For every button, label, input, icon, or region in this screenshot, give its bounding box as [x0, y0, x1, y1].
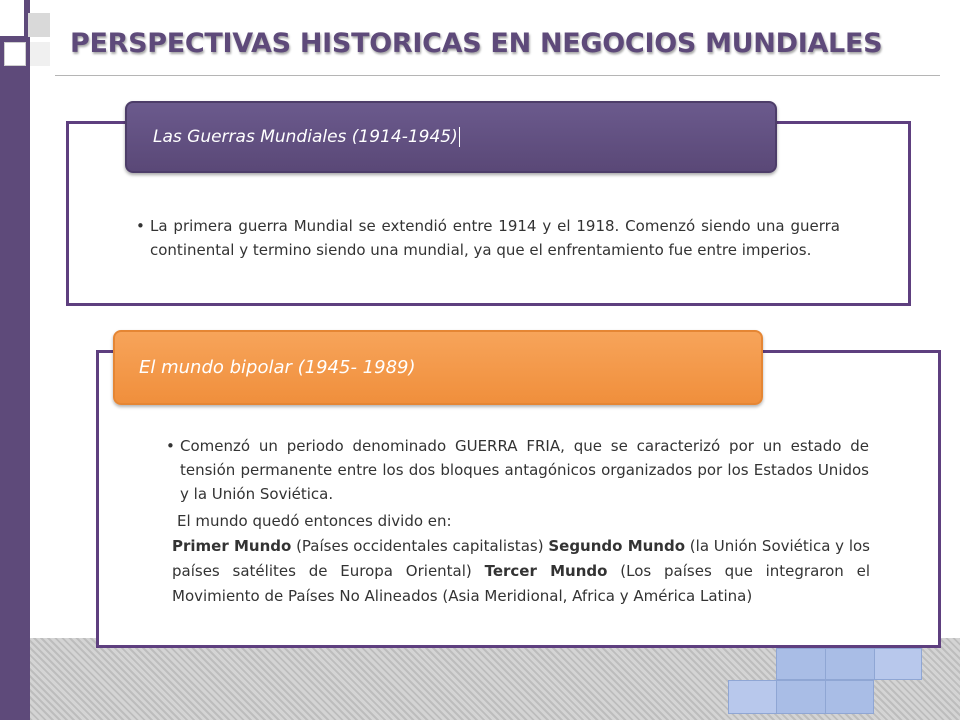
- second-world-text: (la Unión Soviética y los países satélites de Europa Oriental): [172, 537, 870, 580]
- section-heading-text: Las Guerras Mundiales (1914-1945): [153, 127, 458, 147]
- bullet-text: La primera guerra Mundial se extendió entre 1914 y el 1918. Comenzó siendo una guerra continental y termino siendo una mundial, ya que el enfrentamiento fue entre imperios.: [150, 217, 840, 259]
- text-cursor: [459, 127, 460, 147]
- corner-square: [4, 42, 26, 66]
- decorative-tile: [776, 680, 826, 714]
- second-world-label: Segundo Mundo: [548, 537, 686, 555]
- bullet-world-wars: [136, 214, 840, 262]
- title-divider: [55, 75, 940, 76]
- bullet-cold-war: [166, 434, 869, 506]
- third-world-text: (Los países que integraron el Movimiento de Países No Alineados (Asia Meridional, Africa y América Latina): [172, 562, 871, 605]
- section-heading-world-wars: [125, 101, 777, 173]
- slide-title: PERSPECTIVAS HISTORICAS EN NEGOCIOS MUNDIALES: [70, 28, 883, 59]
- decorative-tile: [728, 680, 777, 714]
- decorative-tile: [825, 680, 874, 714]
- bullet-dot: •: [166, 437, 175, 455]
- section-heading-text: El mundo bipolar (1945- 1989): [139, 357, 416, 378]
- corner-square: [30, 42, 50, 66]
- left-accent-bar: [0, 0, 30, 720]
- intro-text: El mundo quedó entonces divido en:: [177, 512, 452, 530]
- section-heading-bipolar-world: [113, 330, 763, 405]
- decorative-tile: [825, 648, 875, 680]
- first-world-label: Primer Mundo: [172, 537, 292, 555]
- decorative-tile: [874, 648, 922, 680]
- first-world-text: (Países occidentales capitalistas): [291, 537, 549, 555]
- bullet-text: Comenzó un periodo denominado GUERRA FRIA, que se caracterizó por un estado de tensión permanente entre los dos bloques antagónicos organizados por los Estados Unidos y la Unión Soviética.: [180, 437, 869, 503]
- worlds-paragraph: [172, 534, 870, 609]
- corner-square: [0, 0, 24, 36]
- decorative-tile: [776, 648, 826, 680]
- bullet-dot: •: [136, 217, 145, 235]
- third-world-label: Tercer Mundo: [484, 562, 608, 580]
- corner-square: [28, 13, 50, 37]
